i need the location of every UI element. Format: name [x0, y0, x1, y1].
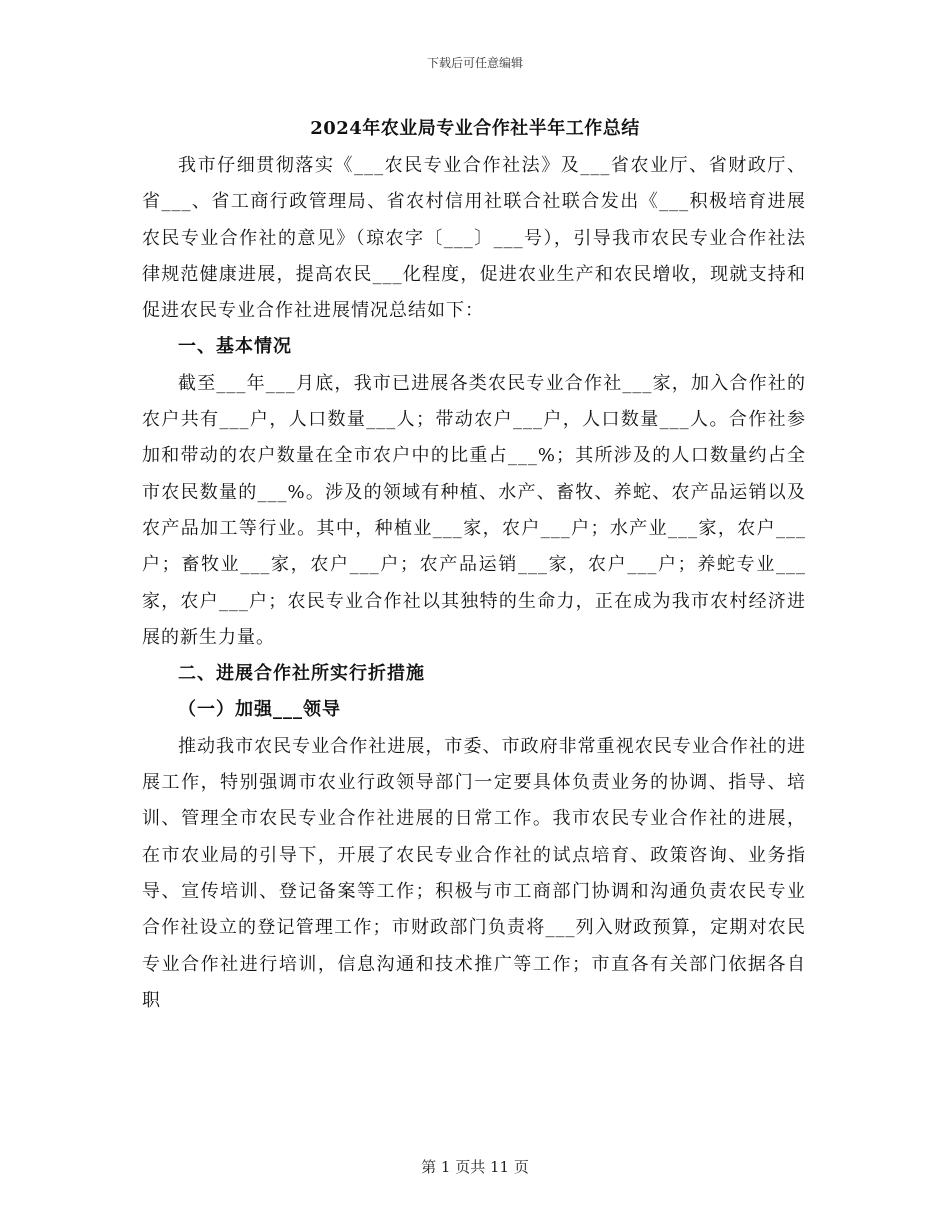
- leadership-paragraph: 推动我市农民专业合作社进展，市委、市政府非常重视农民专业合作社的进展工作，特别强调市农业行政领导部门一定要具体负责业务的协调、指导、培训、管理全市农民专业合作社进展的日常工作。我市农民专业合作社的进展，在市农业局的引导下，开展了农民专业合作社的试点培育、政策咨询、业务指导、宣传培训、登记备案等工作；积极与市工商部门协调和沟通负责农民专业合作社设立的登记管理工作；市财政部门负责将___列入财政预算，定期对农民专业合作社进行培训，信息沟通和技术推广等工作；市直各有关部门依据各自职: [142, 735, 806, 1011]
- section-heading-basic-situation: 一、基本情况: [178, 336, 292, 358]
- document-body: [142, 148, 806, 1019]
- page-number: 第 1 页共 11 页: [421, 1158, 529, 1176]
- intro-paragraph: 我市仔细贯彻落实《___农民专业合作社法》及___省农业厅、省财政厅、省___、省工商行政管理局、省农村信用社联合社联合发出《___积极培育进展农民专业合作社的意见》（琼农字〔___〕___号），引导我市农民专业合作社法律规范健康进展，提高农民___化程度，促进农业生产和农民增收，现就支持和促进农民专业合作社进展情况总结如下：: [142, 155, 806, 322]
- section-heading-measures: 二、进展合作社所实行折措施: [178, 663, 425, 685]
- basic-situation-paragraph: 截至___年___月底，我市已进展各类农民专业合作社___家，加入合作社的农户共有___户，人口数量___人；带动农户___户，人口数量___人。合作社参加和带动的农户数量在全市农户中的比重占___%；其所涉及的人口数量约占全市农民数量的___%。涉及的领域有种植、水产、畜牧、养蛇、农产品运销以及农产品加工等行业。其中，种植业___家，农户___户；水产业___家，农户___户；畜牧业___家，农户___户；农产品运销___家，农户___户；养蛇专业___家，农户___户；农民专业合作社以其独特的生命力，正在成为我市农村经济进展的新生力量。: [142, 372, 806, 648]
- document-title: 2024年农业局专业合作社半年工作总结: [310, 118, 640, 139]
- page-header-note: 下载后可任意编辑: [426, 56, 523, 70]
- subsection-heading-leadership: （一）加强___领导: [178, 699, 341, 721]
